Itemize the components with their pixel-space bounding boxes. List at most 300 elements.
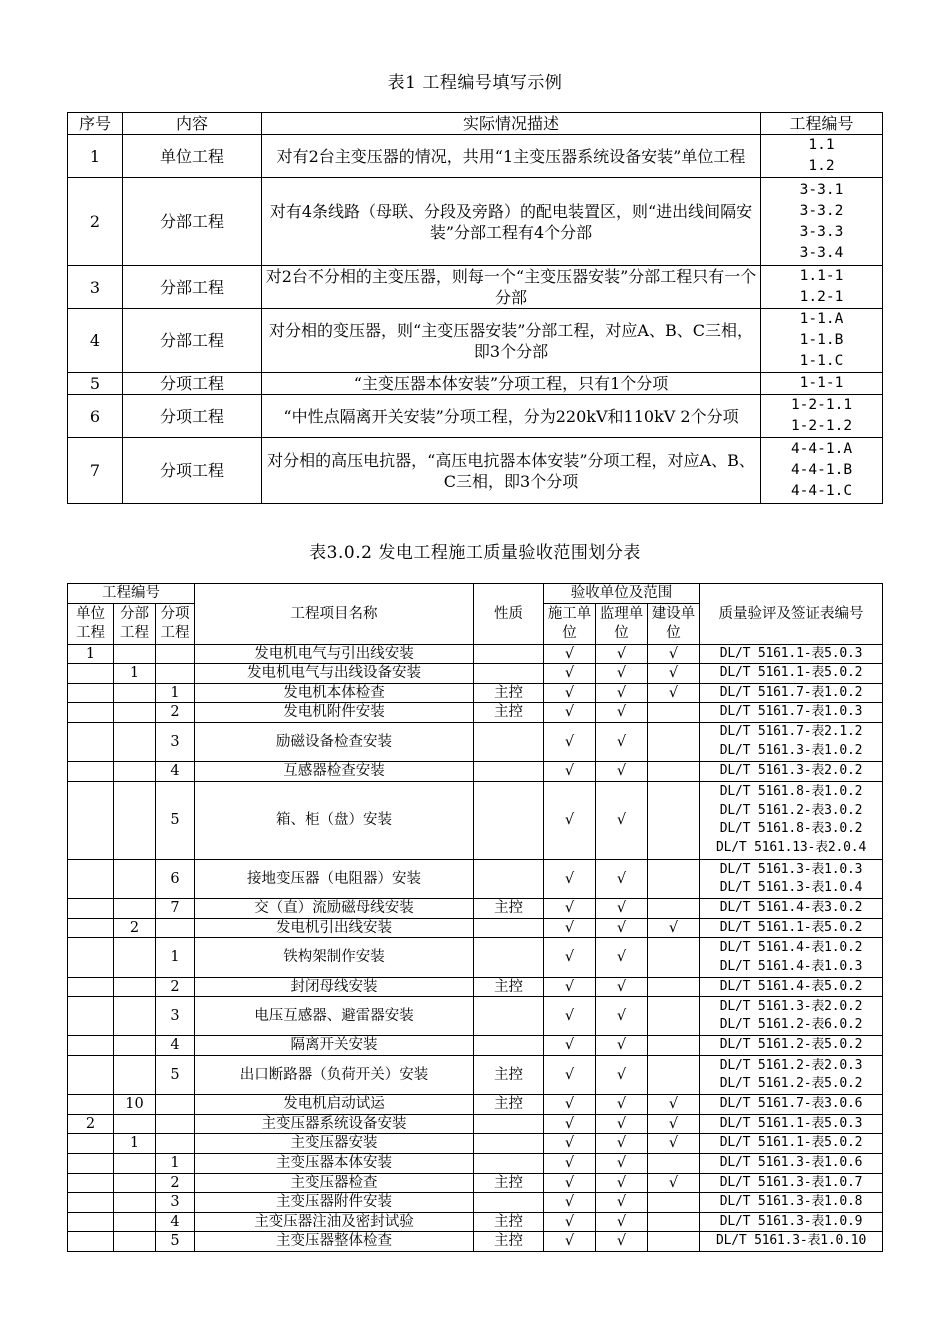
cell-unit-number (68, 1036, 114, 1056)
check-construction: √ (544, 918, 596, 938)
cell-form-numbers (700, 1193, 883, 1213)
code-line: 3-3.1 (799, 181, 844, 198)
check-owner (648, 722, 700, 761)
cell-part-number (114, 1114, 156, 1134)
code-line: 1-1.C (799, 353, 844, 369)
form-line: DL/T 5161.1-表5.0.3 (719, 1115, 863, 1131)
check-supervision: √ (596, 722, 648, 761)
cell-unit-number (68, 899, 114, 919)
table2-row (68, 938, 883, 977)
table2-row (68, 1114, 883, 1134)
table2-row (68, 1055, 883, 1094)
cell-item-number (156, 664, 195, 684)
cell-item-number: 4 (156, 1212, 195, 1232)
row-description: 对分相的变压器，则“主变压器安装”分部工程，对应A、B、C三相，即3个分部 (262, 309, 761, 373)
check-construction: √ (544, 1114, 596, 1134)
cell-project-name: 主变压器附件安装 (195, 1193, 474, 1213)
check-construction: √ (544, 1193, 596, 1213)
cell-part-number: 1 (114, 1134, 156, 1154)
cell-unit-number (68, 664, 114, 684)
cell-item-number: 6 (156, 860, 195, 899)
cell-part-number (114, 1153, 156, 1173)
form-line: DL/T 5161.3-表1.0.2 (719, 742, 863, 758)
cell-unit-number (68, 1134, 114, 1154)
cell-part-number (114, 762, 156, 782)
check-owner (648, 899, 700, 919)
check-supervision: √ (596, 1173, 648, 1193)
cell-part-number (114, 722, 156, 761)
check-supervision: √ (596, 1193, 648, 1213)
cell-part-number (114, 781, 156, 859)
form-line: DL/T 5161.8-表1.0.2 (719, 784, 863, 800)
cell-unit-number (68, 781, 114, 859)
row-type: 分项工程 (123, 373, 262, 395)
check-owner: √ (648, 1134, 700, 1154)
cell-item-number: 7 (156, 899, 195, 919)
check-supervision: √ (596, 860, 648, 899)
cell-project-name: 箱、柜（盘）安装 (195, 781, 474, 859)
form-line: DL/T 5161.3-表2.0.2 (719, 763, 863, 779)
form-line: DL/T 5161.2-表5.0.2 (719, 1037, 863, 1053)
cell-project-name: 主变压器本体安装 (195, 1153, 474, 1173)
form-line: DL/T 5161.3-表2.0.2 (719, 998, 863, 1014)
check-supervision: √ (596, 1055, 648, 1094)
check-supervision: √ (596, 664, 648, 684)
check-owner (648, 1193, 700, 1213)
check-supervision: √ (596, 683, 648, 703)
cell-form-numbers (700, 683, 883, 703)
cell-form-numbers (700, 899, 883, 919)
cell-item-number: 1 (156, 1153, 195, 1173)
check-construction: √ (544, 722, 596, 761)
header-code: 工程编号 (761, 113, 883, 135)
cell-unit-number (68, 683, 114, 703)
cell-project-name: 出口断路器（负荷开关）安装 (195, 1055, 474, 1094)
cell-nature: 主控 (474, 1232, 544, 1252)
cell-unit-number: 2 (68, 1114, 114, 1134)
check-owner: √ (648, 1173, 700, 1193)
cell-nature (474, 1153, 544, 1173)
cell-item-number: 4 (156, 762, 195, 782)
form-line: DL/T 5161.1-表5.0.2 (719, 1135, 863, 1151)
row-type: 分部工程 (123, 178, 262, 266)
form-line: DL/T 5161.7-表1.0.3 (719, 704, 863, 720)
cell-form-numbers (700, 1173, 883, 1193)
row-seq: 6 (68, 395, 123, 438)
row-seq: 2 (68, 178, 123, 266)
form-line: DL/T 5161.4-表5.0.2 (719, 978, 863, 994)
cell-unit-number (68, 918, 114, 938)
cell-item-number: 3 (156, 1193, 195, 1213)
table2-row (68, 899, 883, 919)
cell-unit-number (68, 1173, 114, 1193)
check-construction: √ (544, 938, 596, 977)
check-supervision: √ (596, 918, 648, 938)
table2-title: 表3.0.2 发电工程施工质量验收范围划分表 (309, 543, 641, 563)
check-supervision: √ (596, 762, 648, 782)
check-construction: √ (544, 1232, 596, 1252)
table2-row (68, 1036, 883, 1056)
cell-item-number (156, 1095, 195, 1115)
code-line: 3-3.4 (799, 244, 844, 261)
table2-row (68, 918, 883, 938)
table1-row (68, 135, 883, 178)
code-line: 1-1-1 (799, 375, 844, 391)
cell-part-number: 2 (114, 918, 156, 938)
cell-nature: 主控 (474, 899, 544, 919)
form-line: DL/T 5161.3-表1.0.7 (719, 1174, 863, 1190)
form-line: DL/T 5161.3-表1.0.9 (719, 1213, 863, 1229)
check-construction: √ (544, 683, 596, 703)
header-accept-group: 验收单位及范围 (544, 584, 700, 604)
check-construction: √ (544, 1036, 596, 1056)
header-project-name: 工程项目名称 (195, 584, 474, 645)
check-owner: √ (648, 918, 700, 938)
cell-part-number (114, 1212, 156, 1232)
cell-item-number (156, 1114, 195, 1134)
table1-row (68, 438, 883, 504)
row-codes (761, 266, 883, 309)
cell-project-name: 隔离开关安装 (195, 1036, 474, 1056)
form-line: DL/T 5161.8-表3.0.2 (719, 821, 863, 837)
cell-nature: 主控 (474, 1173, 544, 1193)
cell-part-number: 1 (114, 664, 156, 684)
form-line: DL/T 5161.2-表6.0.2 (719, 1017, 863, 1033)
check-owner (648, 977, 700, 997)
check-supervision: √ (596, 1036, 648, 1056)
cell-part-number (114, 1055, 156, 1094)
table2-row (68, 1232, 883, 1252)
table1-title: 表1 工程编号填写示例 (387, 73, 563, 93)
code-line: 1.1 (808, 137, 835, 153)
form-line: DL/T 5161.2-表3.0.2 (719, 802, 863, 818)
table2-row (68, 644, 883, 664)
header-content: 内容 (123, 113, 262, 135)
row-codes (761, 438, 883, 504)
row-description: 对有2台主变压器的情况，共用“1主变压器系统设备安装”单位工程 (262, 135, 761, 178)
cell-nature (474, 1114, 544, 1134)
form-line: DL/T 5161.3-表1.0.3 (719, 861, 863, 877)
row-description: 对有4条线路（母联、分段及旁路）的配电装置区，则“进出线间隔安装”分部工程有4个分部 (262, 178, 761, 266)
check-supervision: √ (596, 1095, 648, 1115)
header-form-number: 质量验评及签证表编号 (700, 584, 883, 645)
check-construction: √ (544, 1055, 596, 1094)
cell-item-number (156, 644, 195, 664)
cell-project-name: 发电机电气与出线设备安装 (195, 664, 474, 684)
code-line: 1-2-1.1 (790, 397, 853, 413)
cell-project-name: 发电机附件安装 (195, 703, 474, 723)
check-construction: √ (544, 762, 596, 782)
cell-form-numbers (700, 938, 883, 977)
cell-unit-number (68, 762, 114, 782)
cell-item-number: 1 (156, 938, 195, 977)
check-owner (648, 1153, 700, 1173)
check-owner: √ (648, 1114, 700, 1134)
cell-nature (474, 644, 544, 664)
cell-form-numbers (700, 1036, 883, 1056)
cell-nature (474, 664, 544, 684)
cell-project-name: 主变压器系统设备安装 (195, 1114, 474, 1134)
check-supervision: √ (596, 977, 648, 997)
cell-nature (474, 781, 544, 859)
cell-unit-number (68, 1212, 114, 1232)
header-nature: 性质 (474, 584, 544, 645)
cell-project-name: 主变压器安装 (195, 1134, 474, 1154)
cell-item-number: 5 (156, 1232, 195, 1252)
cell-form-numbers (700, 1114, 883, 1134)
cell-part-number (114, 703, 156, 723)
table1-header-row (68, 113, 883, 135)
cell-part-number (114, 1036, 156, 1056)
table1-row (68, 178, 883, 266)
cell-project-name: 电压互感器、避雷器安装 (195, 997, 474, 1036)
row-seq: 3 (68, 266, 123, 309)
table2-row (68, 1095, 883, 1115)
code-line: 1-1.B (799, 332, 844, 348)
table2-row (68, 683, 883, 703)
table2-row (68, 977, 883, 997)
row-type: 分项工程 (123, 395, 262, 438)
cell-nature (474, 1036, 544, 1056)
cell-item-number (156, 1134, 195, 1154)
check-supervision: √ (596, 1212, 648, 1232)
cell-form-numbers (700, 703, 883, 723)
table2-row (68, 762, 883, 782)
form-line: DL/T 5161.4-表3.0.2 (719, 900, 863, 916)
cell-part-number (114, 977, 156, 997)
check-supervision: √ (596, 644, 648, 664)
engineering-code-example-table (67, 112, 883, 504)
table2-row (68, 1134, 883, 1154)
header-code-group: 工程编号 (68, 584, 195, 604)
cell-form-numbers (700, 644, 883, 664)
cell-project-name: 互感器检查安装 (195, 762, 474, 782)
check-construction: √ (544, 703, 596, 723)
cell-form-numbers (700, 781, 883, 859)
cell-part-number: 10 (114, 1095, 156, 1115)
cell-form-numbers (700, 1232, 883, 1252)
cell-project-name: 交（直）流励磁母线安装 (195, 899, 474, 919)
table2-header-row-1 (68, 584, 883, 604)
cell-part-number (114, 1232, 156, 1252)
cell-unit-number (68, 703, 114, 723)
check-construction: √ (544, 664, 596, 684)
cell-project-name: 发电机引出线安装 (195, 918, 474, 938)
cell-project-name: 铁构架制作安装 (195, 938, 474, 977)
cell-item-number: 4 (156, 1036, 195, 1056)
check-construction: √ (544, 644, 596, 664)
cell-item-number: 1 (156, 683, 195, 703)
cell-part-number (114, 997, 156, 1036)
check-supervision: √ (596, 1134, 648, 1154)
form-line: DL/T 5161.3-表1.0.10 (715, 1233, 867, 1249)
cell-form-numbers (700, 762, 883, 782)
table2-row (68, 703, 883, 723)
row-description: 对分相的高压电抗器，“高压电抗器本体安装”分项工程，对应A、B、C三相，即3个分项 (262, 438, 761, 504)
cell-part-number (114, 644, 156, 664)
table2-row (68, 722, 883, 761)
check-construction: √ (544, 1134, 596, 1154)
check-owner (648, 1055, 700, 1094)
cell-nature: 主控 (474, 683, 544, 703)
code-line: 4-4-1.B (790, 462, 853, 478)
cell-project-name: 主变压器整体检查 (195, 1232, 474, 1252)
code-line: 1-2-1.2 (790, 418, 853, 434)
cell-item-number: 2 (156, 977, 195, 997)
header-unit: 单位工程 (68, 603, 114, 644)
form-line: DL/T 5161.2-表2.0.3 (719, 1057, 863, 1073)
table1-row (68, 266, 883, 309)
check-owner: √ (648, 683, 700, 703)
cell-item-number: 3 (156, 997, 195, 1036)
cell-nature: 主控 (474, 1095, 544, 1115)
cell-form-numbers (700, 1134, 883, 1154)
check-owner (648, 703, 700, 723)
cell-form-numbers (700, 997, 883, 1036)
row-seq: 1 (68, 135, 123, 178)
cell-unit-number (68, 1232, 114, 1252)
check-owner (648, 997, 700, 1036)
form-line: DL/T 5161.1-表5.0.3 (719, 645, 863, 661)
check-owner (648, 1036, 700, 1056)
cell-item-number: 2 (156, 1173, 195, 1193)
cell-form-numbers (700, 1153, 883, 1173)
check-owner (648, 762, 700, 782)
cell-nature: 主控 (474, 977, 544, 997)
cell-unit-number (68, 1095, 114, 1115)
check-construction: √ (544, 899, 596, 919)
row-description: “中性点隔离开关安装”分项工程，分为220kV和110kV 2个分项 (262, 395, 761, 438)
cell-nature: 主控 (474, 1055, 544, 1094)
check-construction: √ (544, 781, 596, 859)
header-owner-unit: 建设单位 (648, 603, 700, 644)
row-codes (761, 135, 883, 178)
form-line: DL/T 5161.7-表1.0.2 (719, 684, 863, 700)
cell-project-name: 主变压器注油及密封试验 (195, 1212, 474, 1232)
header-part: 分部工程 (114, 603, 156, 644)
check-owner (648, 860, 700, 899)
table1-row (68, 309, 883, 373)
cell-nature (474, 997, 544, 1036)
cell-nature: 主控 (474, 1212, 544, 1232)
cell-project-name: 励磁设备检查安装 (195, 722, 474, 761)
check-supervision: √ (596, 938, 648, 977)
check-supervision: √ (596, 1153, 648, 1173)
row-seq: 7 (68, 438, 123, 504)
cell-form-numbers (700, 722, 883, 761)
check-supervision: √ (596, 703, 648, 723)
table2-row (68, 1153, 883, 1173)
cell-part-number (114, 899, 156, 919)
cell-item-number: 2 (156, 703, 195, 723)
table2-row (68, 664, 883, 684)
form-line: DL/T 5161.7-表3.0.6 (719, 1096, 863, 1112)
cell-form-numbers (700, 860, 883, 899)
check-owner: √ (648, 664, 700, 684)
code-line: 3-3.3 (799, 223, 844, 240)
cell-nature: 主控 (474, 703, 544, 723)
cell-form-numbers (700, 1055, 883, 1094)
check-construction: √ (544, 977, 596, 997)
check-owner (648, 938, 700, 977)
header-supervision-unit: 监理单位 (596, 603, 648, 644)
code-line: 1.2 (808, 158, 835, 174)
form-line: DL/T 5161.3-表1.0.6 (719, 1155, 863, 1170)
cell-nature (474, 918, 544, 938)
cell-project-name: 接地变压器（电阻器）安装 (195, 860, 474, 899)
cell-unit-number (68, 1193, 114, 1213)
code-line: 1.1-1 (799, 268, 844, 284)
check-construction: √ (544, 1173, 596, 1193)
table2-row (68, 1193, 883, 1213)
row-codes (761, 178, 883, 266)
cell-part-number (114, 1193, 156, 1213)
cell-unit-number (68, 938, 114, 977)
cell-item-number (156, 918, 195, 938)
table2-row (68, 781, 883, 859)
check-construction: √ (544, 1212, 596, 1232)
check-supervision: √ (596, 1232, 648, 1252)
check-owner: √ (648, 644, 700, 664)
cell-form-numbers (700, 918, 883, 938)
cell-item-number: 5 (156, 1055, 195, 1094)
table2-row (68, 860, 883, 899)
cell-unit-number (68, 1055, 114, 1094)
check-supervision: √ (596, 997, 648, 1036)
cell-nature (474, 860, 544, 899)
check-construction: √ (544, 997, 596, 1036)
cell-project-name: 发电机电气与引出线安装 (195, 644, 474, 664)
form-line: DL/T 5161.3-表1.0.4 (719, 880, 863, 896)
cell-unit-number (68, 1153, 114, 1173)
cell-project-name: 主变压器检查 (195, 1173, 474, 1193)
cell-form-numbers (700, 664, 883, 684)
row-type: 分部工程 (123, 309, 262, 373)
cell-part-number (114, 860, 156, 899)
cell-project-name: 发电机启动试运 (195, 1095, 474, 1115)
form-line: DL/T 5161.3-表1.0.8 (719, 1194, 863, 1210)
check-owner: √ (648, 1095, 700, 1115)
header-description: 实际情况描述 (262, 113, 761, 135)
row-codes (761, 373, 883, 395)
check-owner (648, 1212, 700, 1232)
cell-part-number (114, 1173, 156, 1193)
cell-part-number (114, 938, 156, 977)
cell-part-number (114, 683, 156, 703)
code-line: 1.2-1 (799, 289, 844, 305)
cell-nature (474, 762, 544, 782)
row-description: “主变压器本体安装”分项工程，只有1个分项 (262, 373, 761, 395)
form-line: DL/T 5161.4-表1.0.2 (719, 940, 863, 956)
code-line: 3-3.2 (799, 202, 844, 219)
table2-row (68, 997, 883, 1036)
check-construction: √ (544, 860, 596, 899)
cell-form-numbers (700, 1095, 883, 1115)
cell-unit-number (68, 997, 114, 1036)
form-line: DL/T 5161.1-表5.0.2 (719, 665, 863, 681)
cell-form-numbers (700, 1212, 883, 1232)
header-seq: 序号 (68, 113, 123, 135)
cell-unit-number: 1 (68, 644, 114, 664)
check-supervision: √ (596, 899, 648, 919)
form-line: DL/T 5161.2-表5.0.2 (719, 1076, 863, 1092)
form-line: DL/T 5161.4-表1.0.3 (719, 958, 863, 974)
row-codes (761, 309, 883, 373)
row-type: 分部工程 (123, 266, 262, 309)
row-codes (761, 395, 883, 438)
check-supervision: √ (596, 1114, 648, 1134)
table2-row (68, 1173, 883, 1193)
